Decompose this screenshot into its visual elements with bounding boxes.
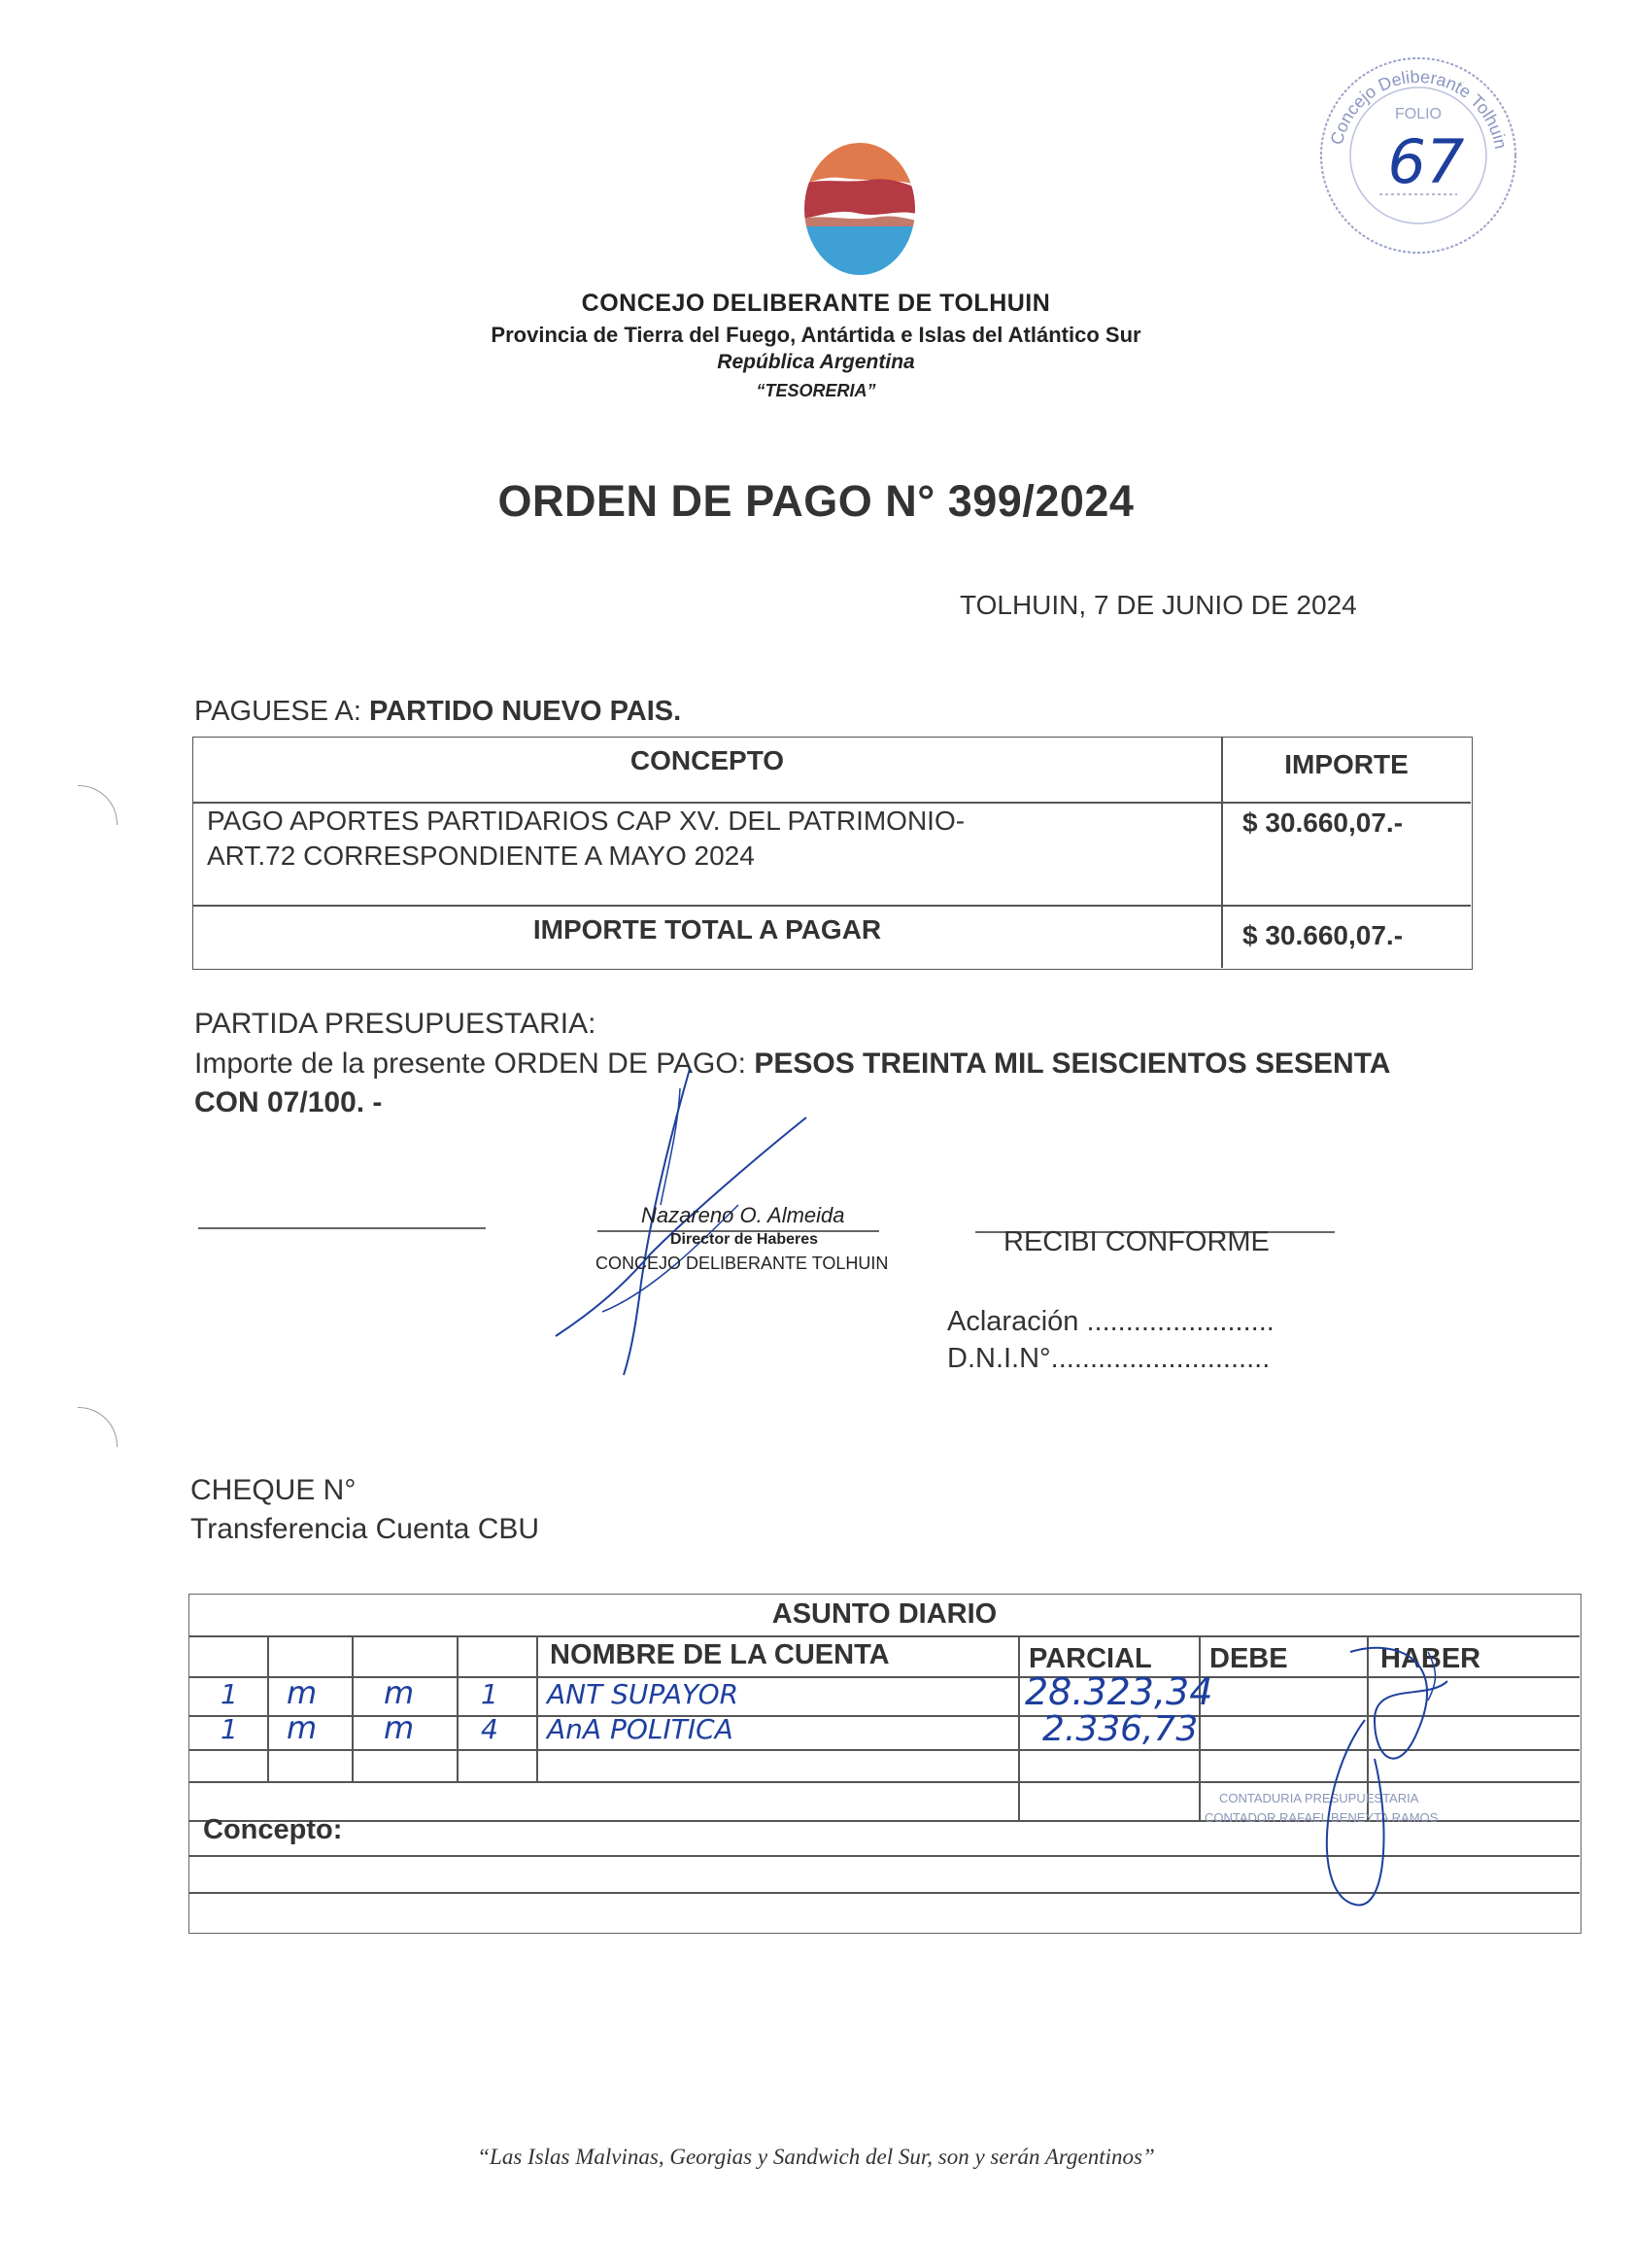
accounting-stamp-line-2: CONTADOR RAFAEL BENEYTA RAMOS [1205, 1810, 1439, 1825]
journal-row2-c1: 1 [221, 1713, 238, 1745]
org-province: Provincia de Tierra del Fuego, Antártida e Islas del Atlántico Sur [491, 323, 1141, 347]
concept-line-1: PAGO APORTES PARTIDARIOS CAP XV. DEL PATRIMONIO- [207, 806, 966, 836]
stamp-folio-number: 67 [1387, 126, 1465, 197]
org-department: “TESORERIA” [756, 381, 876, 400]
journal-row1-c4: 1 [481, 1678, 498, 1710]
dni-field: D.N.I.N°............................ [947, 1343, 1271, 1374]
signer-role: Director de Haberes [670, 1231, 819, 1248]
accounting-stamp-line-1: CONTADURIA PRESUPUESTARIA [1219, 1791, 1419, 1805]
handwritten-initial-icon [1282, 1642, 1477, 1914]
importe-words: PESOS TREINTA MIL SEISCIENTOS SESENTA CON 07/100. - [194, 1048, 1390, 1118]
journal-credit-header: HABER [1380, 1643, 1481, 1674]
document-date: TOLHUIN, 7 DE JUNIO DE 2024 [960, 590, 1357, 620]
journal-row2-c4: 4 [481, 1713, 498, 1745]
concept-header: CONCEPTO [629, 745, 785, 775]
folio-stamp [1311, 49, 1525, 262]
journal-row1-c3: m [384, 1674, 415, 1711]
stamp-folio-label: FOLIO [1394, 106, 1443, 122]
cheque-label: CHEQUE N° [190, 1474, 357, 1506]
document-title: ORDEN DE PAGO N° 399/2024 [497, 476, 1135, 526]
journal-row2-account: AnA POLITICA [547, 1713, 733, 1745]
org-republic: República Argentina [717, 351, 915, 373]
journal-row1-partial: 28.323,34 [1025, 1670, 1213, 1713]
journal-partial-header: PARCIAL [1029, 1643, 1152, 1674]
importe-prefix: Importe de la presente ORDEN DE PAGO: [194, 1048, 746, 1080]
journal-row1-account: ANT SUPAYOR [547, 1678, 739, 1710]
journal-debit-header: DEBE [1209, 1643, 1288, 1674]
council-logo-icon [802, 141, 917, 277]
journal-account-header: NOMBRE DE LA CUENTA [550, 1639, 890, 1670]
aclaracion-field: Aclaración ........................ [947, 1306, 1275, 1337]
stamp-ring-text: Concejo Deliberante Tolhuin [1326, 66, 1512, 151]
footer-slogan: “Las Islas Malvinas, Georgias y Sandwich del Sur, son y serán Argentinos” [477, 2145, 1155, 2169]
amount-header: IMPORTE [1284, 749, 1409, 779]
pay-to-label: PAGUESE A: [194, 696, 361, 727]
concept-table [192, 737, 1473, 970]
journal-row2-partial: 2.336,73 [1042, 1709, 1199, 1749]
concept-amount: $ 30.660,07.- [1242, 808, 1404, 838]
pay-to-value: PARTIDO NUEVO PAIS. [368, 696, 682, 727]
punch-hole-mark [78, 1407, 118, 1447]
total-label: IMPORTE TOTAL A PAGAR [532, 914, 882, 945]
org-name: CONCEJO DELIBERANTE DE TOLHUIN [581, 290, 1051, 317]
partida-label: PARTIDA PRESUPUESTARIA: [194, 1008, 596, 1040]
journal-row1-c2: m [287, 1674, 318, 1711]
punch-hole-mark [78, 785, 118, 825]
journal-row1-c1: 1 [221, 1678, 238, 1710]
pay-to [194, 696, 681, 728]
concept-line-2: ART.72 CORRESPONDIENTE A MAYO 2024 [207, 841, 755, 871]
total-amount: $ 30.660,07.- [1242, 920, 1404, 950]
journal-title: ASUNTO DIARIO [771, 1598, 998, 1630]
signer-org: CONCEJO DELIBERANTE TOLHUIN [595, 1254, 889, 1273]
receipt-label: RECIBI CONFORME [1003, 1226, 1270, 1257]
signer-name: Nazareno O. Almeida [641, 1203, 845, 1227]
transfer-label: Transferencia Cuenta CBU [190, 1513, 540, 1545]
journal-row2-c3: m [384, 1709, 415, 1746]
signature-line-left [198, 1227, 486, 1229]
journal-row2-c2: m [287, 1709, 318, 1746]
journal-concepto-label: Concepto: [203, 1814, 343, 1845]
